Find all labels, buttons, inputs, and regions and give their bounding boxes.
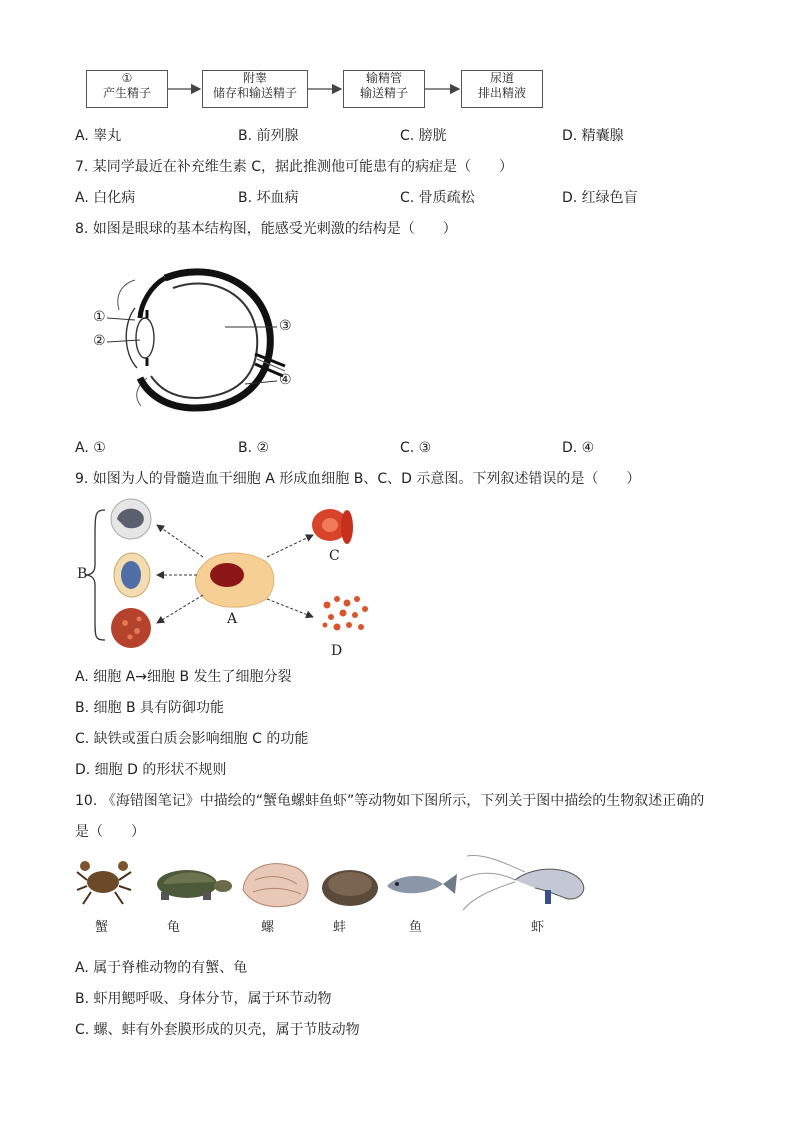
q7-option-a: A. 白化病 — [75, 190, 136, 206]
crab-image — [77, 861, 131, 904]
flow-box-line1: 输精管 — [365, 71, 402, 85]
flow-box-line2: 排出精液 — [477, 86, 526, 100]
q8-option-c: C. ③ — [400, 440, 432, 456]
blood-cell-diagram — [75, 495, 375, 660]
white-cell-2 — [114, 553, 150, 597]
q9-stem: 9. 如图为人的骨髓造血干细胞 A 形成血细胞 B、C、D 示意图。下列叙述错误的是（ ） — [75, 471, 641, 487]
q10-option-c: C. 螺、蚌有外套膜形成的贝壳，属于节肢动物 — [75, 1022, 360, 1038]
q10-option-b: B. 虾用鳃呼吸、身体分节，属于环节动物 — [75, 991, 332, 1007]
q6-option-d: D. 精囊腺 — [562, 128, 624, 144]
conch-image — [243, 864, 308, 907]
q9-option-c: C. 缺铁或蛋白质会影响细胞 C 的功能 — [75, 731, 309, 747]
q8-option-a: A. ① — [75, 440, 106, 456]
eye-leader-2 — [107, 340, 140, 342]
flow-box-line1: 附睾 — [242, 71, 267, 85]
q9-option-b: B. 细胞 B 具有防御功能 — [75, 700, 225, 716]
blood-cell-drawing — [75, 495, 375, 660]
flow-arrows — [0, 0, 794, 130]
eyeball-diagram — [85, 258, 305, 423]
q8-stem: 8. 如图是眼球的基本结构图，能感受光刺激的结构是（ ） — [75, 221, 457, 237]
animal-label-clam: 蚌 — [333, 920, 347, 935]
brace-b — [85, 510, 105, 640]
shrimp-image — [460, 856, 584, 910]
platelets-d — [323, 596, 369, 631]
flow-box-line1: 尿道 — [489, 71, 514, 85]
animal-label-conch: 螺 — [261, 920, 275, 935]
q7-option-b: B. 坏血病 — [238, 190, 299, 206]
flow-box-line2: 储存和输送精子 — [212, 86, 297, 100]
label-d: D — [331, 643, 343, 659]
q8-option-b: B. ② — [238, 440, 270, 456]
white-cell-3 — [111, 608, 151, 648]
q6-option-b: B. 前列腺 — [238, 128, 299, 144]
q10-option-a: A. 属于脊椎动物的有蟹、龟 — [75, 960, 248, 976]
q9-option-d: D. 细胞 D 的形状不规则 — [75, 762, 227, 778]
eye-label-4: ④ — [279, 372, 292, 388]
animal-label-turtle: 龟 — [167, 920, 181, 935]
animal-label-fish: 鱼 — [409, 920, 423, 935]
label-c: C — [329, 548, 340, 564]
clam-image — [322, 870, 378, 906]
q8-option-d: D. ④ — [562, 440, 595, 456]
fish-image — [387, 874, 457, 894]
white-cell-1 — [111, 499, 151, 539]
q7-option-d: D. 红绿色盲 — [562, 190, 638, 206]
flow-box-line2: 产生精子 — [102, 86, 151, 100]
flow-box-line2: 输送精子 — [359, 86, 408, 100]
label-b: B — [77, 566, 88, 582]
q6-option-a: A. 睾丸 — [75, 128, 122, 144]
q7-option-c: C. 骨质疏松 — [400, 190, 475, 206]
q6-option-c: C. 膀胱 — [400, 128, 447, 144]
q7-stem: 7. 某同学最近在补充维生素 C，据此推测他可能患有的病症是（ ） — [75, 159, 514, 175]
q9-option-a: A. 细胞 A→细胞 B 发生了细胞分裂 — [75, 669, 292, 685]
animal-label-crab: 蟹 — [95, 920, 109, 935]
marine-animals-figure — [75, 850, 595, 940]
eyeball-drawing — [85, 258, 305, 423]
animal-label-shrimp: 虾 — [531, 920, 545, 935]
red-cell-c — [312, 509, 353, 544]
eye-label-2: ② — [93, 333, 106, 349]
flow-box-line1: ① — [121, 71, 133, 85]
label-a: A — [227, 611, 238, 627]
turtle-image — [157, 870, 232, 900]
q10-stem-line2: 是（ ） — [75, 824, 145, 840]
eye-label-1: ① — [93, 309, 106, 325]
eye-leader-1 — [107, 318, 135, 320]
stem-cell-a — [196, 553, 274, 607]
q10-stem-line1: 10. 《海错图笔记》中描绘的“蟹龟螺蚌鱼虾”等动物如下图所示，下列关于图中描绘的生物叙述正确的 — [75, 793, 705, 809]
animals-drawing — [75, 850, 595, 915]
eye-label-3: ③ — [279, 318, 292, 334]
